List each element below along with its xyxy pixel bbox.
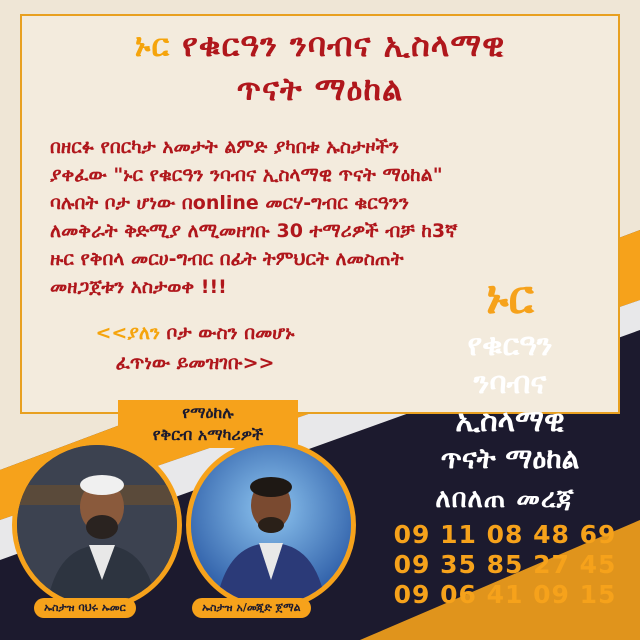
mentor-2-portrait-icon	[191, 445, 351, 605]
brand-badge	[420, 270, 600, 482]
badge-line4: ጥናት ማዕከል	[440, 442, 580, 475]
phone-number[interactable]: 09 11 08 48 69	[393, 520, 617, 549]
title-brand: ኑር	[134, 26, 171, 64]
mentors-heading-line1: የማዕከሉ	[182, 403, 234, 422]
mentor-photo-2	[186, 440, 356, 610]
badge-line1: የቁርዓን	[467, 328, 553, 363]
title-rest: የቁርዓን ንባብና ኢስላማዊ	[182, 26, 506, 64]
badge-line2: ንባብና	[473, 366, 547, 401]
page-title	[0, 26, 640, 65]
cta-rest: ቦታ ውስን በመሆኑ	[166, 322, 295, 344]
cta-highlight: ያለን	[127, 322, 160, 344]
announcement-line: ባሉበት ቦታ ሆነው በonline መርሃ-ግብር ቁርዓንን	[50, 192, 409, 214]
contact-label: ለበለጠ መረጃ	[435, 484, 575, 514]
announcement-line: መዘጋጀቱን አስታወቀ !!!	[50, 276, 227, 298]
announcement-line: በዘርፉ የበርካታ አመታት ልምድ ያካበቱ ኡስታዞችን	[50, 136, 399, 158]
mentor-photo-1	[12, 440, 182, 610]
phone-number[interactable]: 09 35 85 27 45	[393, 550, 617, 579]
cta-line2: ፈጥነው ይመዝገቡ>>	[115, 352, 275, 374]
mentor-1-portrait-icon	[17, 445, 177, 605]
mentors-heading-line2: የቅርብ አማካሪዎች	[152, 425, 264, 444]
announcement-line: ለመቅራት ቅድሚያ ለሚመዘገቡ 30 ተማሪዎች ብቻ ከ3ኛ	[50, 220, 458, 242]
badge-line3: ኢስላማዊ	[455, 404, 565, 439]
mentor-2-name: ኡስታዝ አ/መጂድ ጀማል	[192, 598, 311, 618]
phone-number[interactable]: 09 06 41 09 15	[393, 580, 617, 609]
announcement-line: ዙር የቅበላ መርሀ-ግብር በፊት ትምህርት ለመስጠት	[50, 248, 404, 270]
page-title-line2: ጥናት ማዕከል	[236, 70, 404, 108]
mentor-1-name: ኡስታዝ ባህሩ ኡመር	[34, 598, 136, 618]
announcement-line: ያቀፈው "ኑር የቁርዓን ንባብና ኢስላማዊ ጥናት ማዕከል"	[50, 164, 443, 186]
badge-brand: ኑር	[486, 270, 534, 324]
cta-line1	[0, 322, 390, 344]
cta-open: <<	[95, 322, 128, 344]
